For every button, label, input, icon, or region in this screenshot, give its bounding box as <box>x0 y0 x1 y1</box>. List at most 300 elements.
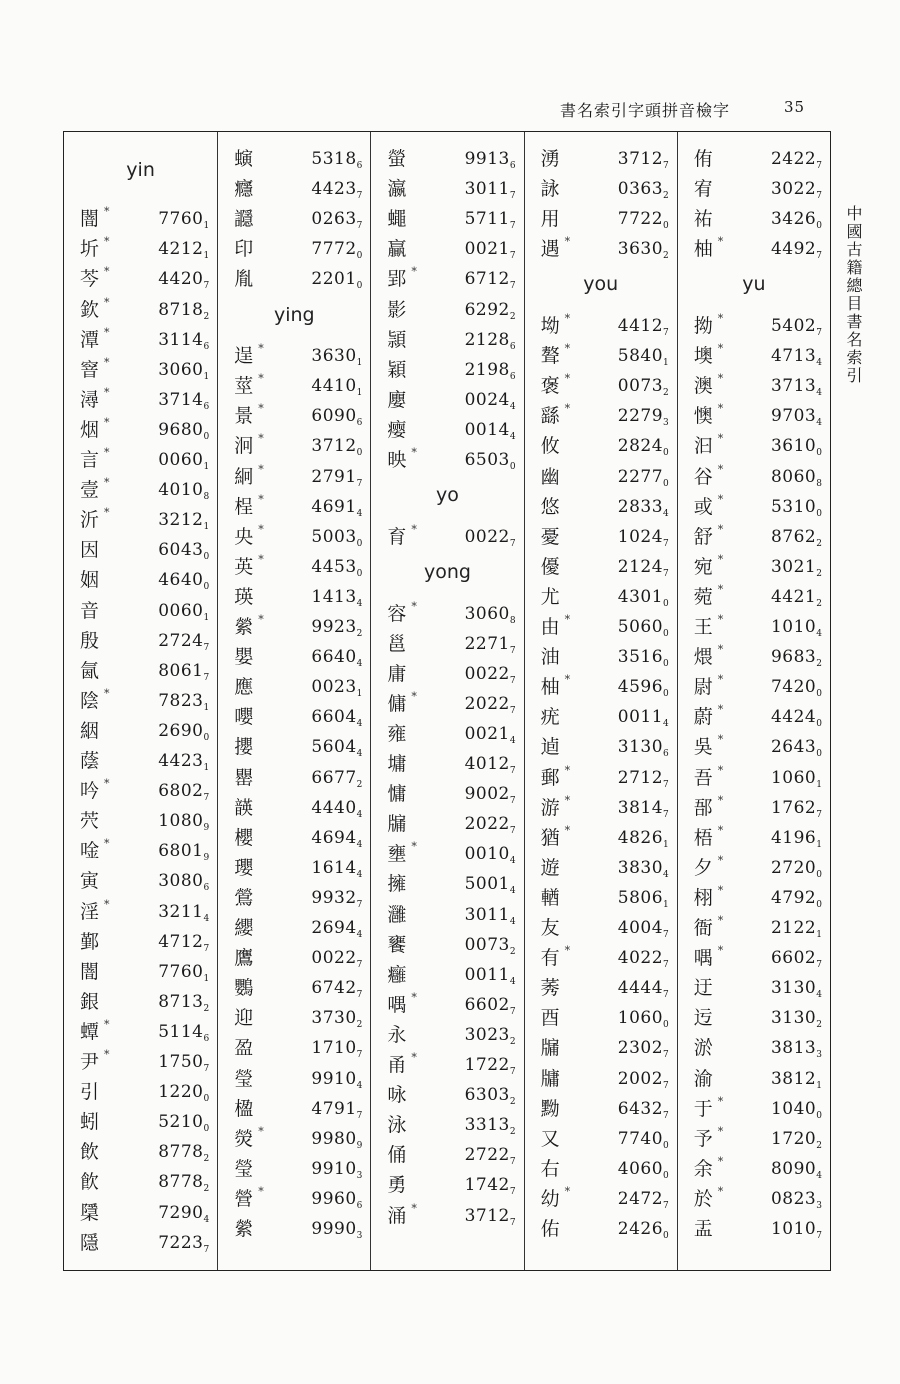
entry-character: 遊 <box>540 856 560 879</box>
asterisk-mark: * <box>717 613 724 627</box>
code-subscript: 2 <box>203 311 210 322</box>
code-subscript: 0 <box>203 431 210 442</box>
entry-character: 陰 <box>80 689 100 712</box>
asterisk-mark: * <box>717 372 724 386</box>
entry-character: 潯 <box>80 388 100 411</box>
index-entry <box>64 988 217 1018</box>
asterisk-mark: * <box>717 763 724 777</box>
code-subscript: 0 <box>203 1124 210 1135</box>
code-subscript: 7 <box>356 899 363 910</box>
index-entry <box>678 553 830 583</box>
four-corner-code: $4444_7$ <box>617 978 669 1001</box>
asterisk-mark: * <box>104 446 110 459</box>
index-entry <box>371 600 523 630</box>
entry-character: 涌 <box>387 1204 407 1227</box>
entry-character: 尤 <box>540 585 560 608</box>
four-corner-code: $3080_6$ <box>158 871 210 894</box>
four-corner-code: $0022_7$ <box>464 526 516 549</box>
entry-character: 祐 <box>693 208 713 231</box>
code-subscript: 7 <box>816 960 822 971</box>
code-subscript: 4 <box>356 809 363 820</box>
asterisk-mark: * <box>411 689 417 703</box>
entry-character: 欽 <box>80 298 100 321</box>
four-corner-code: $4420_7$ <box>158 269 210 292</box>
four-corner-code: $2472_7$ <box>617 1188 669 1211</box>
four-corner-code: $3212_1$ <box>158 510 210 533</box>
entry-character: 繇 <box>540 405 560 428</box>
entry-character: 蔭 <box>80 750 100 772</box>
entry-character: 嬰 <box>234 646 254 669</box>
four-corner-code: $3211_4$ <box>158 901 210 924</box>
code-subscript: 3 <box>816 1050 822 1061</box>
four-corner-code: $3130_6$ <box>617 737 669 760</box>
entry-character: 谷 <box>693 465 713 488</box>
index-entry <box>64 837 217 867</box>
index-entry <box>218 523 370 553</box>
code-subscript: 0 <box>816 869 822 880</box>
code-subscript: 4 <box>356 930 363 941</box>
code-subscript: 4 <box>509 401 516 412</box>
asterisk-mark: * <box>717 235 724 249</box>
index-entry <box>371 780 523 810</box>
entry-character: 銀 <box>80 990 100 1013</box>
four-corner-code: $5604_4$ <box>311 737 363 760</box>
code-subscript: 1 <box>356 358 363 369</box>
index-entry <box>525 733 677 763</box>
index-entry <box>371 1202 523 1232</box>
index-entry <box>678 1065 830 1095</box>
code-subscript: 4 <box>509 916 516 927</box>
entry-character: 瘿 <box>387 418 407 441</box>
code-subscript: 8 <box>509 615 516 626</box>
code-subscript: 6 <box>509 161 516 171</box>
four-corner-code: $5840_1$ <box>617 346 669 369</box>
entry-character: 芩 <box>80 268 100 291</box>
entry-character: 迎 <box>234 1007 254 1030</box>
four-corner-code: $4301_0$ <box>617 586 669 609</box>
code-subscript: 7 <box>663 161 669 171</box>
index-column <box>524 132 677 1270</box>
index-entry <box>525 493 677 523</box>
pinyin-heading: yu <box>742 273 766 296</box>
entry-character: 蔚 <box>693 706 713 729</box>
entry-character: 讔 <box>234 208 254 231</box>
index-entry <box>678 402 830 432</box>
entry-character: 櫻 <box>234 826 254 849</box>
index-entry <box>678 1125 830 1155</box>
index-entry <box>218 1034 370 1064</box>
code-subscript: 0 <box>663 689 669 700</box>
entry-character: 飮 <box>80 1171 100 1194</box>
entry-character: 圻 <box>80 238 100 261</box>
code-subscript: 1 <box>816 1080 822 1091</box>
entry-character: 于 <box>693 1097 713 1120</box>
four-corner-code: $2128_6$ <box>464 329 516 352</box>
index-entry <box>678 463 830 493</box>
four-corner-code: $2643_0$ <box>770 737 822 760</box>
index-entry <box>218 553 370 583</box>
index-entry <box>218 1125 370 1155</box>
four-corner-code: $2722_7$ <box>464 1145 516 1168</box>
entry-character: 贏 <box>387 238 407 261</box>
entry-character: 宛 <box>693 555 713 578</box>
four-corner-code: $0023_1$ <box>311 677 363 700</box>
four-corner-code: $1060_0$ <box>617 1008 669 1031</box>
index-entry <box>678 145 830 175</box>
index-entry <box>218 1185 370 1215</box>
entry-character: 瓔 <box>234 856 254 879</box>
asterisk-mark: * <box>411 599 417 613</box>
index-entry <box>525 175 677 205</box>
code-subscript: 0 <box>356 251 363 262</box>
four-corner-code: $2122_1$ <box>770 918 822 941</box>
four-corner-code: $3022_7$ <box>770 179 822 202</box>
four-corner-code: $9980_9$ <box>311 1128 363 1151</box>
asterisk-mark: * <box>258 1124 264 1138</box>
code-subscript: 2 <box>509 1127 516 1138</box>
asterisk-mark: * <box>411 265 417 279</box>
code-subscript: 2 <box>509 311 516 322</box>
code-subscript: 7 <box>203 281 210 292</box>
code-subscript: 2 <box>509 946 516 957</box>
index-entry <box>64 566 217 596</box>
entry-character: 桯 <box>234 495 254 518</box>
entry-character: 縈 <box>234 616 254 639</box>
index-entry <box>525 673 677 703</box>
entry-character: 柚 <box>540 676 560 699</box>
code-subscript: 2 <box>356 629 363 640</box>
index-entry <box>525 312 677 342</box>
index-entry <box>218 493 370 523</box>
index-entry <box>64 386 217 416</box>
four-corner-code: $4212_1$ <box>158 239 210 262</box>
index-entry <box>371 175 523 205</box>
index-entry <box>525 342 677 372</box>
entry-character: 寅 <box>80 870 100 893</box>
asterisk-mark: * <box>104 265 110 279</box>
index-entry <box>64 747 217 777</box>
four-corner-code: $3516_0$ <box>617 647 669 670</box>
entry-character: 右 <box>540 1157 560 1180</box>
entry-character: 癰 <box>387 963 407 986</box>
pinyin-heading: yong <box>423 560 471 583</box>
asterisk-mark: * <box>411 990 417 1004</box>
four-corner-code: $1220_0$ <box>158 1082 210 1105</box>
four-corner-code: $0022_7$ <box>311 948 363 971</box>
code-subscript: 7 <box>816 251 822 262</box>
four-corner-code: $7760_1$ <box>158 961 210 984</box>
index-entry <box>371 931 523 961</box>
index-entry <box>371 750 523 780</box>
entry-character: 或 <box>693 495 713 518</box>
index-entry <box>678 342 830 372</box>
four-corner-code: $2302_7$ <box>617 1038 669 1061</box>
four-corner-code: $3630_1$ <box>311 346 363 369</box>
code-subscript: 6 <box>509 341 516 352</box>
four-corner-code: $1720_2$ <box>770 1128 822 1151</box>
four-corner-code: $0823_3$ <box>770 1188 822 1211</box>
four-corner-code: $1080_9$ <box>158 811 210 834</box>
four-corner-code: $8060_8$ <box>770 466 822 489</box>
index-entry <box>525 824 677 854</box>
code-subscript: 7 <box>509 645 516 656</box>
index-table <box>63 131 831 1271</box>
code-subscript: 0 <box>816 221 822 232</box>
four-corner-code: $2277_0$ <box>617 466 669 489</box>
index-entry <box>525 1185 677 1215</box>
four-corner-code: $3011_4$ <box>464 904 516 927</box>
entry-character: 吟 <box>80 780 100 803</box>
index-entry <box>525 914 677 944</box>
code-subscript: 2 <box>509 1097 516 1108</box>
four-corner-code: $6742_7$ <box>311 978 363 1001</box>
four-corner-code: $3814_7$ <box>617 797 669 820</box>
code-subscript: 4 <box>663 508 669 519</box>
code-subscript: 1 <box>356 689 363 700</box>
index-entry <box>218 342 370 372</box>
entry-character: 盈 <box>234 1037 254 1060</box>
asterisk-mark: * <box>258 342 264 356</box>
code-subscript: 6 <box>203 341 210 352</box>
code-subscript: 7 <box>509 796 516 807</box>
entry-character: 引 <box>80 1081 100 1104</box>
four-corner-code: $2426_0$ <box>617 1219 669 1242</box>
asterisk-mark: * <box>564 793 571 807</box>
four-corner-code: $8090_4$ <box>770 1158 822 1181</box>
entry-character: 詠 <box>540 178 560 201</box>
four-corner-code: $3830_4$ <box>617 857 669 880</box>
entry-character: 姻 <box>80 569 100 592</box>
index-entry <box>525 205 677 235</box>
entry-character: 擁 <box>387 873 407 896</box>
index-entry <box>678 854 830 884</box>
code-subscript: 6 <box>356 418 363 429</box>
index-entry <box>371 265 523 295</box>
four-corner-code: $1010_4$ <box>770 617 822 640</box>
asterisk-mark: * <box>258 522 264 536</box>
asterisk-mark: * <box>717 703 724 717</box>
code-subscript: 7 <box>203 672 210 683</box>
entry-character: 應 <box>234 676 254 699</box>
code-subscript: 7 <box>509 675 516 686</box>
asterisk-mark: * <box>564 312 571 326</box>
code-subscript: 1 <box>203 462 210 472</box>
index-entry <box>218 402 370 432</box>
four-corner-code: $7772_0$ <box>311 239 363 262</box>
index-entry <box>525 1065 677 1095</box>
entry-character: 悠 <box>540 495 560 518</box>
index-entry <box>64 1168 217 1198</box>
asterisk-mark: * <box>411 1051 417 1064</box>
index-entry <box>678 1215 830 1245</box>
entry-character: 迃 <box>693 1007 713 1030</box>
index-entry <box>525 402 677 432</box>
entry-character: 喁 <box>387 993 407 1016</box>
index-entry <box>218 235 370 265</box>
four-corner-code: $4012_7$ <box>464 754 516 776</box>
four-corner-code: $2833_4$ <box>617 496 669 519</box>
four-corner-code: $9910_4$ <box>311 1068 363 1091</box>
index-entry <box>371 1021 523 1051</box>
four-corner-code: $0011_4$ <box>617 707 669 730</box>
four-corner-code: $7722_0$ <box>617 209 669 232</box>
index-entry <box>64 687 217 717</box>
index-entry <box>678 312 830 342</box>
index-entry <box>218 1004 370 1034</box>
four-corner-code: $0022_7$ <box>464 663 516 686</box>
index-entry <box>678 733 830 763</box>
code-subscript: 4 <box>509 886 516 897</box>
index-entry <box>371 326 523 356</box>
index-entry <box>371 1081 523 1111</box>
asterisk-mark: * <box>104 506 110 520</box>
code-subscript: 0 <box>816 749 822 760</box>
index-entry <box>371 235 523 265</box>
four-corner-code: $4010_8$ <box>158 480 210 503</box>
index-entry <box>678 372 830 402</box>
index-entry <box>371 296 523 326</box>
code-subscript: 1 <box>816 779 822 790</box>
entry-character: 雍 <box>387 722 407 745</box>
index-entry <box>678 175 830 205</box>
code-subscript: 0 <box>663 221 669 232</box>
index-entry <box>218 854 370 884</box>
four-corner-code: $9683_2$ <box>770 647 822 670</box>
code-subscript: 1 <box>663 899 669 910</box>
index-entry <box>678 1004 830 1034</box>
entry-character: 蚓 <box>80 1111 100 1134</box>
entry-character: 菀 <box>693 585 713 608</box>
entry-character: 酉 <box>540 1007 560 1030</box>
code-subscript: 4 <box>816 990 822 1001</box>
four-corner-code: $7223_7$ <box>158 1232 210 1255</box>
four-corner-code: $1010_7$ <box>770 1219 822 1242</box>
asterisk-mark: * <box>564 613 571 627</box>
four-corner-code: $0021_7$ <box>464 239 516 262</box>
four-corner-code: $7290_4$ <box>158 1202 210 1225</box>
code-subscript: 7 <box>663 1110 669 1121</box>
index-entry <box>64 506 217 536</box>
asterisk-mark: * <box>258 492 264 506</box>
code-subscript: 7 <box>203 1244 210 1255</box>
entry-character: 輶 <box>540 886 560 909</box>
asterisk-mark: * <box>104 205 110 219</box>
entry-character: 迂 <box>693 977 713 1000</box>
index-entry <box>218 1215 370 1245</box>
entry-character: 盂 <box>693 1218 713 1241</box>
index-entry <box>64 326 217 356</box>
index-entry <box>64 627 217 657</box>
code-subscript: 7 <box>356 1110 363 1121</box>
asterisk-mark: * <box>717 432 724 446</box>
entry-character: 鷹 <box>234 947 254 970</box>
four-corner-code: $2712_7$ <box>617 767 669 790</box>
entry-character: 嚶 <box>234 706 254 729</box>
code-subscript: 1 <box>203 973 210 984</box>
index-entry <box>218 372 370 402</box>
four-corner-code: $4791_7$ <box>311 1098 363 1121</box>
code-subscript: 6 <box>203 1033 210 1044</box>
code-subscript: 4 <box>356 749 363 760</box>
entry-character: 拗 <box>693 315 713 338</box>
entry-character: 幽 <box>540 465 560 488</box>
code-subscript: 7 <box>663 538 669 549</box>
four-corner-code: $3130_2$ <box>770 1008 822 1031</box>
index-entry <box>678 613 830 643</box>
four-corner-code: $1762_7$ <box>770 797 822 820</box>
four-corner-code: $6801_9$ <box>158 841 210 864</box>
asterisk-mark: * <box>104 897 110 911</box>
entry-character: 余 <box>693 1157 713 1180</box>
code-subscript: 1 <box>203 763 210 773</box>
code-subscript: 7 <box>663 930 669 941</box>
asterisk-mark: * <box>258 552 264 566</box>
index-entry <box>525 884 677 914</box>
entry-character: 映 <box>387 449 407 471</box>
pinyin-heading: yo <box>436 484 459 507</box>
four-corner-code: $8762_2$ <box>770 526 822 549</box>
asterisk-mark: * <box>258 372 264 386</box>
index-entry <box>64 1199 217 1229</box>
index-entry <box>525 235 677 265</box>
index-entry <box>371 810 523 840</box>
four-corner-code: $4453_0$ <box>311 556 363 579</box>
four-corner-code: $2791_7$ <box>311 466 363 489</box>
code-subscript: 2 <box>816 598 822 609</box>
index-entry <box>64 807 217 837</box>
index-entry <box>525 1215 677 1245</box>
entry-character: 用 <box>540 208 560 231</box>
four-corner-code: $1413_4$ <box>311 586 363 609</box>
entry-character: 褒 <box>540 375 560 398</box>
asterisk-mark: * <box>564 944 571 958</box>
code-subscript: 2 <box>816 1020 822 1031</box>
four-corner-code: $2124_7$ <box>617 556 669 579</box>
four-corner-code: $9680_0$ <box>158 419 210 442</box>
index-entry <box>678 884 830 914</box>
index-entry <box>678 205 830 235</box>
entry-character: 鸚 <box>234 977 254 1000</box>
entry-character: 由 <box>540 616 560 639</box>
asterisk-mark: * <box>717 1124 724 1138</box>
four-corner-code: $5318_6$ <box>311 149 363 171</box>
four-corner-code: $5210_0$ <box>158 1112 210 1135</box>
asterisk-mark: * <box>411 446 417 459</box>
index-entry <box>64 657 217 687</box>
asterisk-mark: * <box>717 883 724 897</box>
index-entry <box>371 1111 523 1141</box>
index-entry <box>525 944 677 974</box>
index-entry <box>525 523 677 553</box>
index-entry <box>371 523 523 553</box>
entry-character: 邕 <box>387 632 407 655</box>
code-subscript: 0 <box>356 448 363 459</box>
index-entry <box>371 1141 523 1171</box>
index-entry <box>64 867 217 897</box>
four-corner-code: $4412_7$ <box>617 316 669 339</box>
four-corner-code: $6432_7$ <box>617 1098 669 1121</box>
four-corner-code: $4712_7$ <box>158 931 210 954</box>
asterisk-mark: * <box>717 643 724 657</box>
four-corner-code: $6712_7$ <box>464 269 516 292</box>
code-subscript: 2 <box>816 1140 822 1151</box>
four-corner-code: $6640_4$ <box>311 647 363 670</box>
entry-character: 景 <box>234 405 254 428</box>
four-corner-code: $0073_2$ <box>617 376 669 399</box>
four-corner-code: $4492_7$ <box>770 239 822 262</box>
index-entry <box>525 583 677 613</box>
index-entry <box>64 1018 217 1048</box>
